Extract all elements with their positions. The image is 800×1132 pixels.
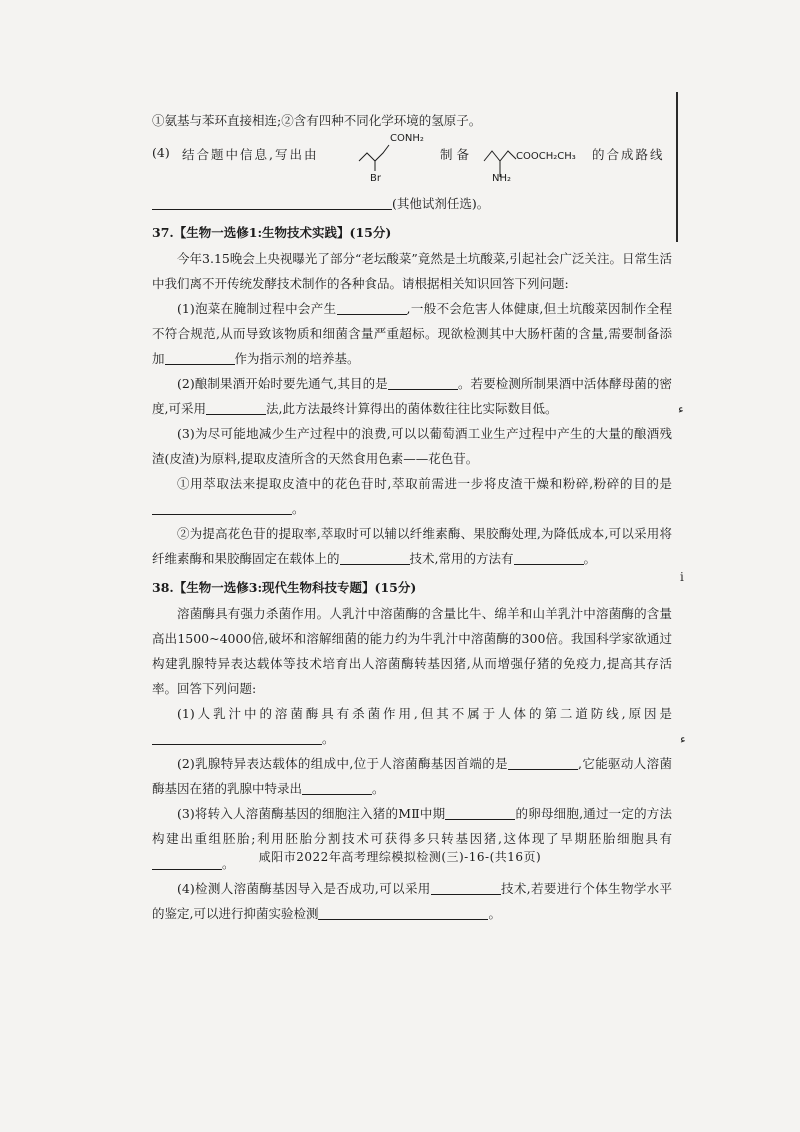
q36-part4-line [152, 133, 672, 189]
q37-p3: (3)为尽可能地减少生产过程中的浪费,可以以葡萄酒工业生产过程中产生的大量的酿酒残渣(皮渣)为原料,提取皮渣所含的天然食用色素——花色苷。 [152, 426, 672, 466]
q36-answer-blank[interactable] [152, 195, 392, 210]
question-content [152, 108, 672, 926]
q37-p1-text-b: ,一般不会危害人体健康,但土坑酸菜因制作全程不符合规范,从而导致该物质和细菌含量严重超标。现欲检测其中大肠杆菌的含量,需要制备添加 [152, 301, 672, 366]
q37-p3-2-blank-2[interactable] [514, 550, 584, 565]
q38-p1-blank[interactable] [152, 730, 322, 745]
q37-p3-1-text-a: ①用萃取法来提取皮渣中的花色苷时,萃取前需进一步将皮渣干燥和粉碎,粉碎的目的是 [177, 476, 672, 491]
q38-p1-text-a: (1)人乳汁中的溶菌酶具有杀菌作用,但其不属于人体的第二道防线,原因是 [177, 706, 672, 721]
q37-p2-blank-1[interactable] [388, 375, 458, 390]
q37-p3-1-text-b: 。 [292, 501, 305, 516]
margin-mark: ء [678, 402, 684, 416]
q36-part4-end: (其他试剂任选)。 [392, 196, 490, 211]
q38-p4-blank-2[interactable] [318, 905, 488, 920]
q36-conditions: ①氨基与苯环直接相连;②含有四种不同化学环境的氢原子。 [152, 113, 482, 128]
q37-p1-text-a: (1)泡菜在腌制过程中会产生 [177, 301, 337, 316]
q38-p2-text-c: 。 [372, 781, 385, 796]
q38-p1-text-b: 。 [322, 731, 335, 746]
page-edge-line [676, 92, 678, 242]
q38-p4-text-c: 。 [488, 906, 501, 921]
q37-intro: 今年3.15晚会上央视曝光了部分“老坛酸菜”竟然是土坑酸菜,引起社会广泛关注。日常生活中我们离不开传统发酵技术制作的各种食品。请根据相关知识回答下列问题: [152, 251, 672, 291]
q36-part4-text1: 结合题中信息,写出由 [182, 147, 319, 162]
q37-p3-2-text-c: 。 [583, 551, 597, 566]
q38-p2-text-b: ,它能驱动人溶菌酶基因在猪的乳腺中特录出 [152, 756, 672, 796]
q38-p2-text-a: (2)乳腺特异表达载体的组成中,位于人溶菌酶基因首端的是 [177, 756, 508, 771]
q36-part4-number: (4) [152, 145, 170, 160]
q38-p4-blank-1[interactable] [431, 880, 501, 895]
molecule-2-ester-label: COOCH₂CH₃ [516, 151, 576, 162]
q37-p1-blank-1[interactable] [337, 300, 407, 315]
q38-p4-text-b: 技术,若要进行个体生物学水平的鉴定,可以进行抑菌实验检测 [152, 881, 672, 921]
molecule-1-br-label: Br [370, 173, 381, 184]
q37-p1-blank-2[interactable] [165, 350, 235, 365]
q36-part4-text2: 制备 [440, 147, 474, 162]
q38-p3-blank-1[interactable] [445, 805, 515, 820]
q37-p3-2-blank-1[interactable] [340, 550, 410, 565]
q37-p2-text-c: 法,此方法最终计算得出的菌体数往往比实际数目低。 [265, 401, 558, 416]
molecule-2-nh2-label: NH₂ [492, 173, 512, 184]
q36-part4-text3: 的合成路线 [592, 147, 665, 162]
q38-p3-text-a: (3)将转入人溶菌酶基因的细胞注入猪的MⅡ中期 [177, 806, 446, 821]
q37-p2-text-b: 。若要检测所制果酒中活体酵母菌的密度,可采用 [152, 376, 672, 416]
molecule-1-conh2-label: CONH₂ [390, 133, 424, 144]
q37-p2-blank-2[interactable] [206, 400, 266, 415]
q38-p2-blank-1[interactable] [508, 755, 578, 770]
q37-p3-1-blank[interactable] [152, 500, 292, 515]
q38-p2-blank-2[interactable] [302, 780, 372, 795]
q38-p3-text-c: 。 [222, 856, 235, 871]
q37-p3-2-text-b: 技术,常用的方法有 [409, 551, 514, 566]
q37-p3-2-text-a: ②为提高花色苷的提取率,萃取时可以辅以纤维素酶、果胶酶处理,为降低成本,可以采用将纤维素酶和果胶酶固定在载体上的 [152, 526, 672, 566]
q38-p4-text-a: (4)检测人溶菌酶基因导入是否成功,可以采用 [177, 881, 431, 896]
margin-mark: ⅰ [680, 570, 684, 584]
q38-intro: 溶菌酶具有强力杀菌作用。人乳汁中溶菌酶的含量比牛、绵羊和山羊乳汁中溶菌酶的含量高出1500~4000倍,破坏和溶解细菌的能力约为牛乳汁中溶菌酶的300倍。我国科学家欲通过构建乳腺特异表达载体等技术培育出人溶菌酶转基因猪,从而增强仔猪的免疫力,提高其存活率。回答下列问题: [152, 606, 672, 696]
q37-title: 37.【生物一选修1:生物技术实践】(15分) [152, 225, 392, 240]
page-footer: 咸阳市2022年高考理综模拟检测(三)-16-(共16页) [258, 850, 542, 864]
margin-mark: ء [680, 732, 686, 746]
q38-p3-text-b: 的卵母细胞,通过一定的方法构建出重组胚胎;利用胚胎分割技术可获得多只转基因猪,这体现了早期胚胎细胞具有 [152, 806, 672, 846]
q37-p2-text-a: (2)酿制果酒开始时要先通气,其目的是 [177, 376, 388, 391]
q37-p1-text-c: 作为指示剂的培养基。 [234, 351, 360, 366]
q38-title: 38.【生物一选修3:现代生物科技专题】(15分) [152, 580, 417, 595]
